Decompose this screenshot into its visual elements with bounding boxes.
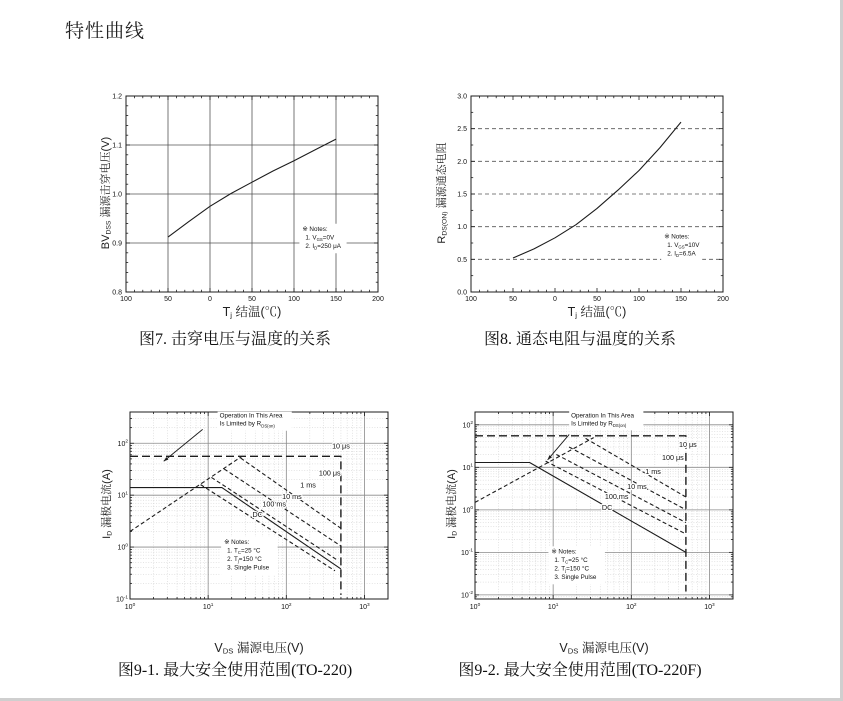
svg-text:2.5: 2.5 [457,126,467,134]
svg-text:2. ID=250 μA: 2. $I_D=250$ μA [305,242,342,251]
svg-text:1.5: 1.5 [457,191,467,199]
svg-text:100: 100 [120,296,132,303]
fig9-1-caption: 图9-1. 最大安全使用范围(TO-220) [117,662,353,679]
fig9-2-chart [433,402,743,630]
svg-text:50: 50 [593,296,601,303]
fig7-caption: 图7. 击穿电压与温度的关系 [138,331,331,348]
fig8-x-axis-label: $T_j$ 结温(℃) [567,305,627,320]
svg-text:100 μs: 100 μs [661,452,684,462]
svg-text:10 ms: 10 ms [282,491,302,501]
svg-text:0.0: 0.0 [457,289,467,297]
svg-text:1 ms: 1 ms [645,466,661,476]
figure-8-on-resistance [405,86,755,376]
svg-text:※ Notes:: ※ Notes: [551,548,577,556]
svg-text:Is Limited by RDS(on): Is Limited by $R_{DS(on)}$ [219,420,275,429]
svg-text:0.8: 0.8 [112,289,122,297]
svg-text:50: 50 [248,296,256,303]
svg-text:100: $10^0$ [117,543,128,552]
svg-text:100: 100 [288,296,300,303]
svg-text:101: $10^1$ [117,491,128,500]
svg-text:10-2: $10^{-2}$ [460,591,473,600]
svg-text:3.0: 3.0 [457,93,467,101]
fig9-1-x-axis-label: $V_{DS}$ 漏源电压(V) [214,641,304,656]
svg-text:101: $10^1$ [462,463,473,472]
svg-text:102: $10^2$ [626,602,637,611]
svg-text:1.2: 1.2 [112,93,122,101]
svg-text:100 ms: 100 ms [262,499,286,509]
svg-text:100: $10^0$ [124,602,136,611]
svg-text:100: $10^0$ [469,602,481,611]
fig9-2-x-axis-label: $V_{DS}$ 漏源电压(V) [559,641,649,656]
svg-text:10-1: $10^{-1}$ [115,595,128,604]
svg-text:150: 150 [675,296,687,303]
svg-text:1.1: 1.1 [112,142,122,150]
svg-text:2. ID=6.5A: 2. $I_D=6.5A$ [667,250,696,259]
fig8-caption: 图8. 通态电阻与温度的关系 [483,331,676,348]
svg-text:150: 150 [330,296,342,303]
svg-text:101: $10^1$ [547,602,559,611]
svg-text:10 μs: 10 μs [679,440,697,450]
fig9-2-y-axis-label: $I_D$ 漏极电流(A) [446,469,459,539]
svg-text:1.0: 1.0 [112,191,122,199]
svg-text:※ Notes:: ※ Notes: [224,538,250,546]
page-title: 特性曲线 [65,21,146,42]
svg-text:103: $10^3$ [704,602,715,611]
svg-text:50: 50 [164,296,172,303]
svg-text:1 ms: 1 ms [300,480,316,490]
fig9-1-chart [88,402,398,630]
svg-text:1. VGS=0V: 1. $V_{GS}=0V$ [305,234,335,242]
svg-text:1. VGS=10V: 1. $V_{GS}=10V$ [667,241,700,250]
svg-text:100 μs: 100 μs [318,468,341,478]
svg-text:0: 0 [208,296,212,303]
svg-text:2.0: 2.0 [457,158,467,166]
svg-text:100: 100 [465,296,477,303]
figure-7-breakdown-voltage [60,86,410,376]
svg-text:0: 0 [553,296,557,303]
svg-text:50: 50 [509,296,517,303]
svg-text:0.5: 0.5 [457,256,467,264]
svg-text:Operation In This Area: Operation In This Area [571,412,635,420]
svg-text:※ Notes:: ※ Notes: [664,233,690,241]
svg-text:102: $10^2$ [462,421,473,430]
svg-text:2. Tj=150 °C: 2. $T_j=150$ °C [227,555,262,564]
svg-text:200: 200 [717,296,729,303]
fig8-y-axis-label: $R_{DS(ON)}$ 漏源通态电阻 [436,142,449,244]
svg-text:DC: DC [252,509,263,519]
figure-9-1-soa-to220 [60,400,410,695]
svg-text:※ Notes:: ※ Notes: [302,225,328,233]
fig9-1-y-axis-label: $I_D$ 漏极电流(A) [101,469,114,539]
svg-text:102: $10^2$ [117,439,128,448]
fig9-2-caption: 图9-2. 最大安全使用范围(TO-220F) [458,662,702,679]
svg-text:DC: DC [601,502,613,512]
svg-text:103: $10^3$ [359,602,370,611]
svg-text:Is Limited by RDS(on): Is Limited by $R_{DS(on)}$ [571,420,627,428]
figure-9-2-soa-to220f [405,400,755,695]
svg-text:100: $10^0$ [462,506,473,515]
svg-text:101: $10^1$ [202,602,214,611]
svg-text:10 μs: 10 μs [332,441,350,451]
fig7-chart [88,88,388,318]
svg-text:10-1: $10^{-1}$ [460,548,473,557]
svg-text:100: 100 [633,296,645,303]
svg-text:1. TC=25 °C: 1. $T_C=25$ °C [554,556,588,565]
fig7-x-axis-label: $T_j$ 结温(℃) [222,305,282,320]
svg-text:200: 200 [372,296,384,303]
svg-text:0.9: 0.9 [112,240,122,248]
svg-text:3. Single Pulse: 3. Single Pulse [227,564,270,572]
svg-text:1.0: 1.0 [457,224,467,232]
svg-text:1. TC=25 °C: 1. $T_C=25$ °C [227,547,261,556]
svg-text:10 ms: 10 ms [627,481,647,491]
svg-text:3. Single Pulse: 3. Single Pulse [554,573,597,581]
fig8-chart [433,88,733,318]
svg-text:Operation In This Area: Operation In This Area [219,412,283,420]
fig7-y-axis-label: $BV_{DSS}$ 漏源击穿电压(V) [100,136,113,250]
svg-text:2. Tj=150 °C: 2. $T_j=150$ °C [554,565,590,573]
svg-text:100 ms: 100 ms [604,491,629,501]
svg-text:102: $10^2$ [281,602,292,611]
